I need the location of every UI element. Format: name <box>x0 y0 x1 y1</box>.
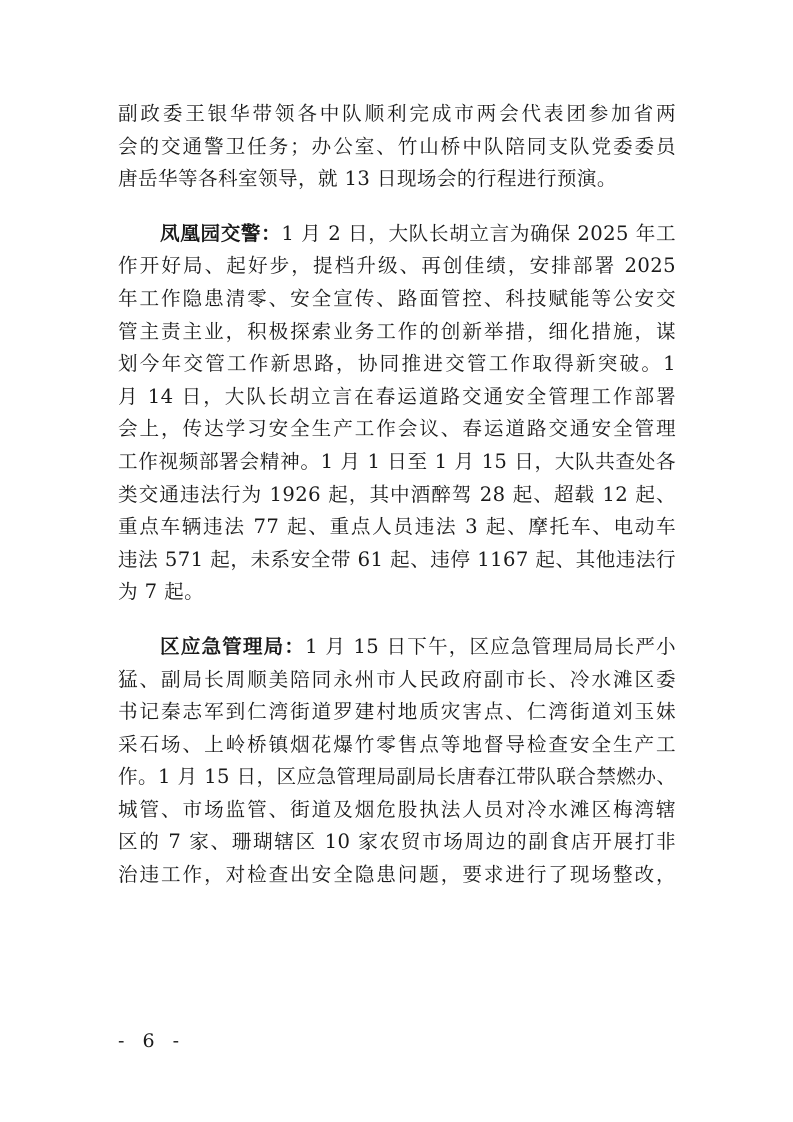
text-line: 采石场、上岭桥镇烟花爆竹零售点等地督导检查安全生产工 <box>118 732 676 756</box>
paragraph-lead: 凤凰园交警： <box>160 221 282 245</box>
text-line: 治违工作，对检查出安全隐患问题，要求进行了现场整改， <box>118 863 676 887</box>
text-line: 猛、副局长周顺美陪同永州市人民政府副市长、冷水滩区委 <box>118 667 676 691</box>
text-line <box>118 218 676 251</box>
text-line: 重点车辆违法 77 起、重点人员违法 3 起、摩托车、电动车 <box>118 515 676 539</box>
paragraph-lead: 区应急管理局： <box>160 634 306 658</box>
text-line: 区的 7 家、珊瑚辖区 10 家农贸市场周边的副食店开展打非 <box>118 830 676 854</box>
text-line: 为 7 起。 <box>118 580 205 604</box>
text-line <box>118 631 676 664</box>
text-line: 书记秦志军到仁湾街道罗建村地质灾害点、仁湾街道刘玉妹 <box>118 700 676 724</box>
text-line: 管主责主业，积极探索业务工作的创新举措，细化措施，谋 <box>118 319 676 343</box>
text-line: 划今年交管工作新思路，协同推进交管工作取得新突破。1 <box>118 352 676 376</box>
paragraph <box>118 98 676 196</box>
page-number: - 6 - <box>118 1030 186 1052</box>
text-line-rest: 1 月 2 日，大队长胡立言为确保 2025 年工 <box>281 221 676 245</box>
text-line: 月 14 日，大队长胡立言在春运道路交通安全管理工作部署 <box>118 384 676 408</box>
paragraph <box>118 631 676 892</box>
text-line: 副政委王银华带领各中队顺利完成市两会代表团参加省两 <box>118 102 676 125</box>
text-line: 工作视频部署会精神。1 月 1 日至 1 月 15 日，大队共查处各 <box>118 449 676 473</box>
text-line: 会上，传达学习安全生产工作会议、春运道路交通安全管理 <box>118 417 676 441</box>
paragraph <box>118 218 676 609</box>
text-line-rest: 1 月 15 日下午，区应急管理局局长严小 <box>305 634 676 658</box>
text-line: 类交通违法行为 1926 起，其中酒醉驾 28 起、超载 12 起、 <box>118 482 676 506</box>
text-line: 唐岳华等各科室领导，就 13 日现场会的行程进行预演。 <box>118 167 617 191</box>
text-line: 会的交通警卫任务；办公室、竹山桥中队陪同支队党委委员 <box>118 134 676 158</box>
text-line: 作开好局、起好步，提档升级、再创佳绩，安排部署 2025 <box>118 254 676 278</box>
text-line: 城管、市场监管、街道及烟危股执法人员对冷水滩区梅湾辖 <box>118 797 676 821</box>
text-line: 作。1 月 15 日，区应急管理局副局长唐春江带队联合禁燃办、 <box>118 765 677 789</box>
document-body <box>118 98 676 892</box>
text-line: 违法 571 起，未系安全带 61 起、违停 1167 起、其他违法行 <box>118 547 676 571</box>
text-line: 年工作隐患清零、安全宣传、路面管控、科技赋能等公安交 <box>118 286 676 310</box>
